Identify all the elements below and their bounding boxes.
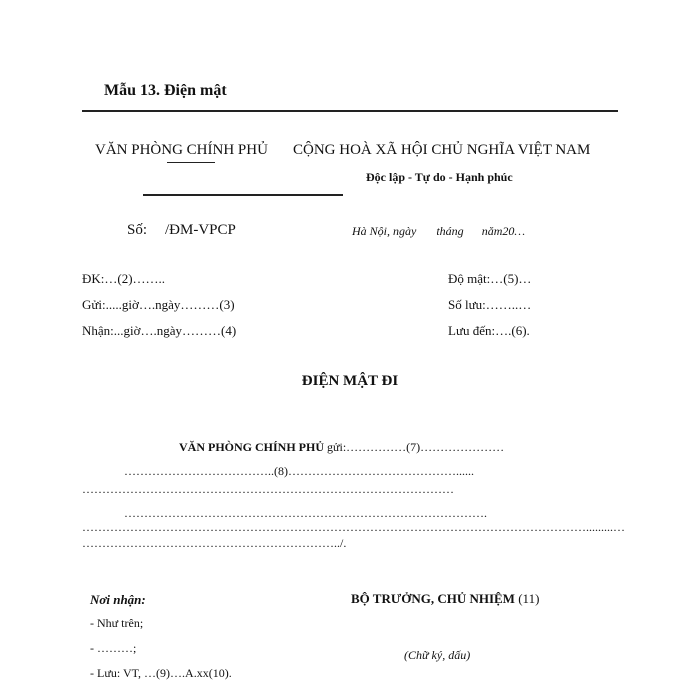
- signer-title: [351, 591, 539, 607]
- field-secrecy-level: Độ mật:…(5)…: [448, 271, 532, 286]
- top-divider: [82, 110, 618, 112]
- document-date: [352, 224, 525, 239]
- document-title: ĐIỆN MẬT ĐI: [301, 373, 399, 389]
- content-line-5: ………………………………………………………../.: [82, 536, 347, 550]
- national-motto: Độc lập - Tự do - Hạnh phúc: [366, 170, 513, 184]
- sender-agency: VĂN PHÒNG CHÍNH PHỦ: [179, 440, 324, 454]
- date-place-day: Hà Nội, ngày: [352, 224, 417, 238]
- content-line-2: …………………………………………………………………………………: [82, 482, 454, 496]
- date-month: tháng: [436, 224, 464, 238]
- date-year: năm20…: [481, 224, 526, 238]
- content-line-1: ………………………………..(8)……………………………………......: [124, 464, 474, 478]
- recipient-item: - ………;: [90, 641, 137, 655]
- recipient-item: - Lưu: VT, …(9)….A.xx(10).: [90, 666, 232, 680]
- motto-divider: [143, 194, 343, 196]
- sender-recipient-blank: gửi:……………(7)…………………: [324, 440, 505, 454]
- form-title: Mẫu 13. Điện mật: [104, 82, 227, 99]
- field-registration: ĐK:…(2)……..: [82, 271, 166, 286]
- signer-position: BỘ TRƯỞNG, CHỦ NHIỆM: [351, 591, 515, 606]
- republic-name: CỘNG HOÀ XÃ HỘI CHỦ NGHĨA VIỆT NAM: [293, 142, 591, 158]
- field-sent-time: Gửi:.....giờ….ngày………(3): [82, 297, 235, 312]
- field-received-time: Nhận:...giờ….ngày………(4): [82, 323, 237, 338]
- number-label: Số:: [127, 222, 148, 238]
- signer-ref: (11): [514, 591, 540, 606]
- agency-name: VĂN PHÒNG CHÍNH PHỦ: [95, 142, 268, 158]
- field-archive-number: Số lưu:……..…: [448, 297, 532, 312]
- agency-underline: [167, 162, 215, 163]
- content-line-4: ……………………………………………………………………………………………………………….........…: [82, 520, 625, 534]
- recipients-label: Nơi nhận:: [90, 592, 146, 607]
- recipient-item: - Như trên;: [90, 616, 144, 630]
- field-archive-until: Lưu đến:….(6).: [448, 323, 530, 338]
- number-code: /ĐM-VPCP: [165, 222, 236, 238]
- document-number: [127, 222, 236, 239]
- sender-line: [179, 440, 504, 455]
- content-line-3: ……………………………………………………………………………….: [124, 506, 487, 520]
- signature-note: (Chữ ký, dấu): [404, 648, 471, 662]
